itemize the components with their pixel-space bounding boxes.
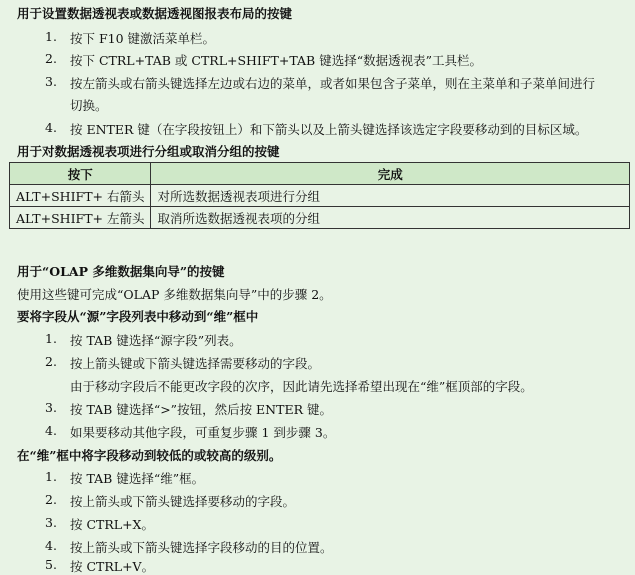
s1-item3-continuation: 切换。 bbox=[70, 98, 108, 113]
s1-item3-number: 3. bbox=[45, 74, 57, 89]
s5-item3-text: 按 CTRL+X。 bbox=[70, 517, 154, 532]
s1-item3-text: 按左箭头或右箭头键选择左边或右边的菜单，或者如果包含子菜单，则在主菜单和子菜单间进行 bbox=[70, 76, 596, 91]
s5-item5-text: 按 CTRL+V。 bbox=[70, 559, 155, 574]
s4-item1-text: 按 TAB 键选择“源字段”列表。 bbox=[70, 333, 242, 348]
section2-heading: 用于对数据透视表项进行分组或取消分组的按键 bbox=[17, 144, 280, 159]
table-cell-key: ALT+SHIFT+ 右箭头 bbox=[10, 185, 151, 207]
s5-item2-text: 按上箭头或下箭头键选择要移动的字段。 bbox=[70, 494, 296, 509]
table-row bbox=[10, 185, 630, 207]
section5-heading: 在“维”框中将字段移动到较低的或较高的级别。 bbox=[17, 448, 282, 463]
s5-item1-number: 1. bbox=[45, 469, 57, 484]
s4-item2-number: 2. bbox=[45, 354, 57, 369]
table-header-press: 按下 bbox=[10, 163, 151, 185]
section1-heading: 用于设置数据透视表或数据透视图报表布局的按键 bbox=[17, 6, 293, 21]
table-cell-action: 对所选数据透视表项进行分组 bbox=[151, 185, 630, 207]
s5-item4-text: 按上箭头或下箭头键选择字段移动的目的位置。 bbox=[70, 540, 333, 555]
table-row bbox=[10, 207, 630, 229]
s5-item4-number: 4. bbox=[45, 538, 57, 553]
table-cell-action: 取消所选数据透视表项的分组 bbox=[151, 207, 630, 229]
s4-item3-text: 按 TAB 键选择“>”按钮，然后按 ENTER 键。 bbox=[70, 402, 332, 417]
s5-item1-text: 按 TAB 键选择“维”框。 bbox=[70, 471, 205, 486]
s4-item4-number: 4. bbox=[45, 423, 57, 438]
section3-heading: 用于“OLAP 多维数据集向导”的按键 bbox=[17, 264, 225, 279]
table-header-result: 完成 bbox=[151, 163, 630, 185]
table-header-row bbox=[10, 163, 630, 185]
section3-intro: 使用这些键可完成“OLAP 多维数据集向导”中的步骤 2。 bbox=[17, 287, 332, 302]
table-cell-key: ALT+SHIFT+ 左箭头 bbox=[10, 207, 151, 229]
s5-item3-number: 3. bbox=[45, 515, 57, 530]
s1-item1-text: 按下 F10 键激活菜单栏。 bbox=[70, 31, 216, 46]
s1-item2-number: 2. bbox=[45, 51, 57, 66]
s1-item1-number: 1. bbox=[45, 29, 57, 44]
s4-item3-number: 3. bbox=[45, 400, 57, 415]
s1-item4-number: 4. bbox=[45, 120, 57, 135]
s4-item1-number: 1. bbox=[45, 331, 57, 346]
s5-item5-number: 5. bbox=[45, 557, 57, 572]
s4-item4-text: 如果要移动其他字段，可重复步骤 1 到步骤 3。 bbox=[70, 425, 336, 440]
s4-item2-text: 按上箭头键或下箭头键选择需要移动的字段。 bbox=[70, 356, 321, 371]
s1-item4-text: 按 ENTER 键（在字段按钮上）和下箭头以及上箭头键选择该选定字段要移动到的目标区域。 bbox=[70, 122, 588, 137]
s1-item2-text: 按下 CTRL+TAB 或 CTRL+SHIFT+TAB 键选择“数据透视表”工具栏。 bbox=[70, 53, 482, 68]
s5-item2-number: 2. bbox=[45, 492, 57, 507]
s4-item2-continuation: 由于移动字段后不能更改字段的次序，因此请先选择希望出现在“维”框顶部的字段。 bbox=[70, 379, 533, 394]
grouping-shortcuts-table bbox=[9, 162, 630, 229]
section4-heading: 要将字段从“源”字段列表中移动到“维”框中 bbox=[17, 309, 259, 324]
